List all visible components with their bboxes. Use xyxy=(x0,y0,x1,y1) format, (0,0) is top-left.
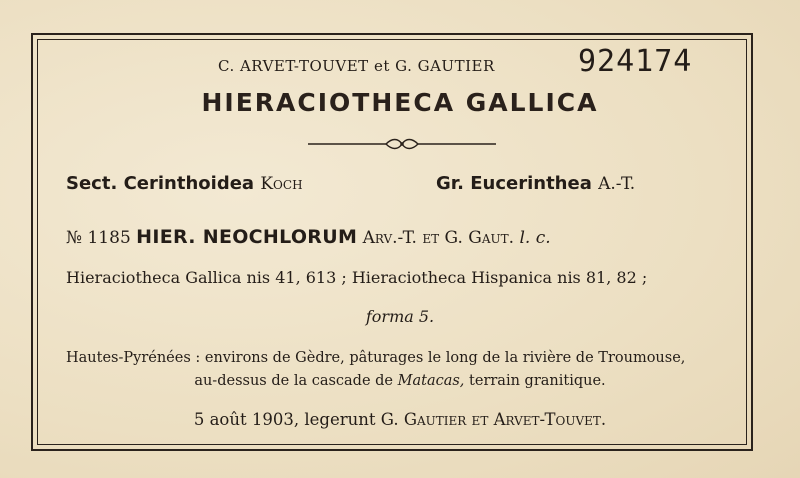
collection-date: 5 août 1903, legerunt xyxy=(193,410,376,429)
locality-line-2-end: terrain granitique. xyxy=(464,373,606,389)
group-prefix: Gr. xyxy=(436,173,464,194)
label-authors: C. ARVET-TOUVET et G. GAUTIER xyxy=(218,57,495,75)
ornament-divider-icon xyxy=(308,136,496,152)
group-name: Eucerinthea xyxy=(470,173,592,194)
species-name: HIER. NEOCHLORUM xyxy=(136,226,358,248)
group-line xyxy=(436,173,635,194)
section-author: Koch xyxy=(260,174,303,194)
species-author: Arv.-T. et G. Gaut. xyxy=(362,228,515,248)
species-number: № 1185 xyxy=(66,228,131,248)
stamped-specimen-number: 924174 xyxy=(578,44,693,79)
species-line xyxy=(66,226,551,248)
species-reference: l. c. xyxy=(519,228,551,248)
collection-date-line xyxy=(0,410,800,429)
locality-line-2-start: au-dessus de la cascade de xyxy=(194,373,398,389)
section-prefix: Sect. xyxy=(66,173,118,194)
locality-line-1: Hautes-Pyrénées : environs de Gèdre, pâturages le long de la rivière de Troumouse, xyxy=(66,350,686,366)
section-line xyxy=(66,173,303,194)
forma-line: forma 5. xyxy=(365,307,435,326)
label-title: HIERACIOTHECA GALLICA xyxy=(201,88,599,117)
exsiccata-line: Hieraciotheca Gallica nis 41, 613 ; Hieraciotheca Hispanica nis 81, 82 ; xyxy=(66,268,648,287)
locality-line-2 xyxy=(0,373,800,389)
group-author: A.-T. xyxy=(598,174,636,194)
collectors: G. Gautier et Arvet-Touvet. xyxy=(380,410,607,429)
section-name: Cerinthoidea xyxy=(123,173,255,194)
locality-place-name: Matacas, xyxy=(397,373,465,389)
